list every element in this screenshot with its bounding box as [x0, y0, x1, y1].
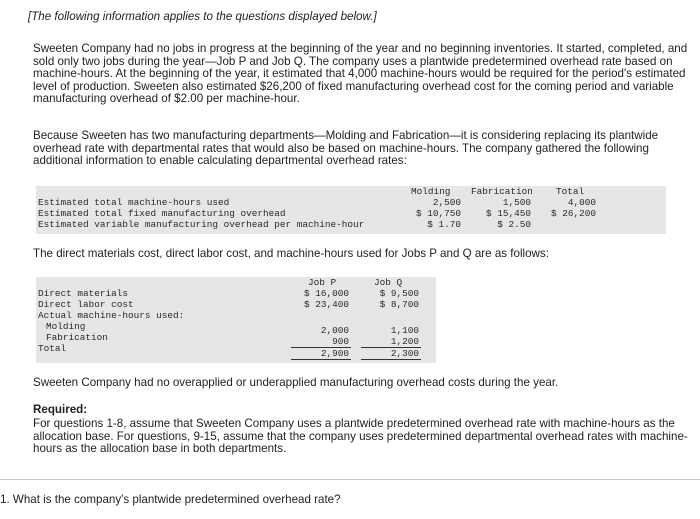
cell-fabrication: $ 2.50 [497, 219, 531, 230]
cell-total: 4,000 [567, 197, 596, 208]
total-rule [361, 359, 421, 360]
row-label: Direct materials [38, 288, 129, 299]
required-instructions: For questions 1-8, assume that Sweeten Company uses a plantwide predetermined overhead rate with machine-hours as the allocation base. For questions, 9-15, assume that the company uses predetermined departmental overhead rates with machine-hours as the allocation base in both departments. [33, 417, 688, 456]
total-header: Total [556, 186, 585, 197]
fabrication-header: Fabrication [471, 186, 533, 197]
cell-job-p: $ 23,400 [303, 299, 349, 310]
required-heading: Required: [33, 403, 88, 416]
cell-total: $ 26,200 [550, 208, 596, 219]
row-label: Estimated variable manufacturing overhead per machine-hour [38, 219, 365, 230]
intro-note: [The following information applies to the questions displayed below.] [28, 10, 377, 23]
cell-job-q: $ 8,700 [379, 299, 419, 310]
departments-paragraph: Because Sweeten has two manufacturing departments—Molding and Fabrication—it is considering replacing its plantwide overhead rate with departmental rates that would also be based on machine-hours. The company gathered the following additional information to enable calculating departmental overhead rates: [33, 129, 659, 168]
row-label: Estimated total machine-hours used [38, 197, 230, 208]
molding-header: Molding [411, 186, 451, 197]
job-costs-table [36, 277, 436, 363]
row-label: Fabrication [46, 332, 108, 343]
cell-job-q: 1,200 [390, 336, 419, 347]
job-p-header: Job P [308, 277, 337, 288]
row-label: Molding [46, 321, 86, 332]
cell-job-q: 1,100 [390, 325, 419, 336]
cell-job-p: $ 16,000 [303, 288, 349, 299]
cell-job-p: 2,000 [320, 325, 349, 336]
row-label: Estimated total fixed manufacturing overhead [38, 208, 286, 219]
cell-molding: 2,500 [432, 197, 461, 208]
row-label: Actual machine-hours used: [38, 310, 185, 321]
cell-molding: $ 1.70 [427, 219, 461, 230]
cell-job-q: $ 9,500 [379, 288, 419, 299]
cell-fabrication: $ 15,450 [485, 208, 531, 219]
overhead-note: Sweeten Company had no overapplied or underapplied manufacturing overhead costs during the year. [33, 376, 559, 389]
row-label: Total [38, 343, 67, 354]
cell-job-p: 900 [332, 336, 349, 347]
cell-job-p: 2,900 [320, 348, 349, 359]
total-rule [291, 359, 351, 360]
jobs-paragraph: The direct materials cost, direct labor cost, and machine-hours used for Jobs P and Q are as follows: [33, 247, 549, 260]
question-1: 1. What is the company's plantwide predetermined overhead rate? [0, 493, 341, 506]
scenario-paragraph: Sweeten Company had no jobs in progress at the beginning of the year and no beginning inventories. It started, completed, and sold only two jobs during the year—Job P and Job Q. The company uses a plantwide predetermined overhead rate based on machine-hours. At the beginning of the year, it estimated that 4,000 machine-hours would be required for the period's estimated level of production. Sweeten also estimated $26,200 of fixed manufacturing overhead cost for the coming period and variable manufacturing overhead of $2.00 per machine-hour. [33, 42, 688, 106]
cell-fabrication: 1,500 [502, 197, 531, 208]
job-q-header: Job Q [374, 277, 403, 288]
cell-job-q: 2,300 [390, 348, 419, 359]
cell-molding: $ 10,750 [415, 208, 461, 219]
departmental-estimates-table [36, 186, 666, 234]
section-divider [0, 479, 700, 480]
row-label: Direct labor cost [38, 299, 134, 310]
